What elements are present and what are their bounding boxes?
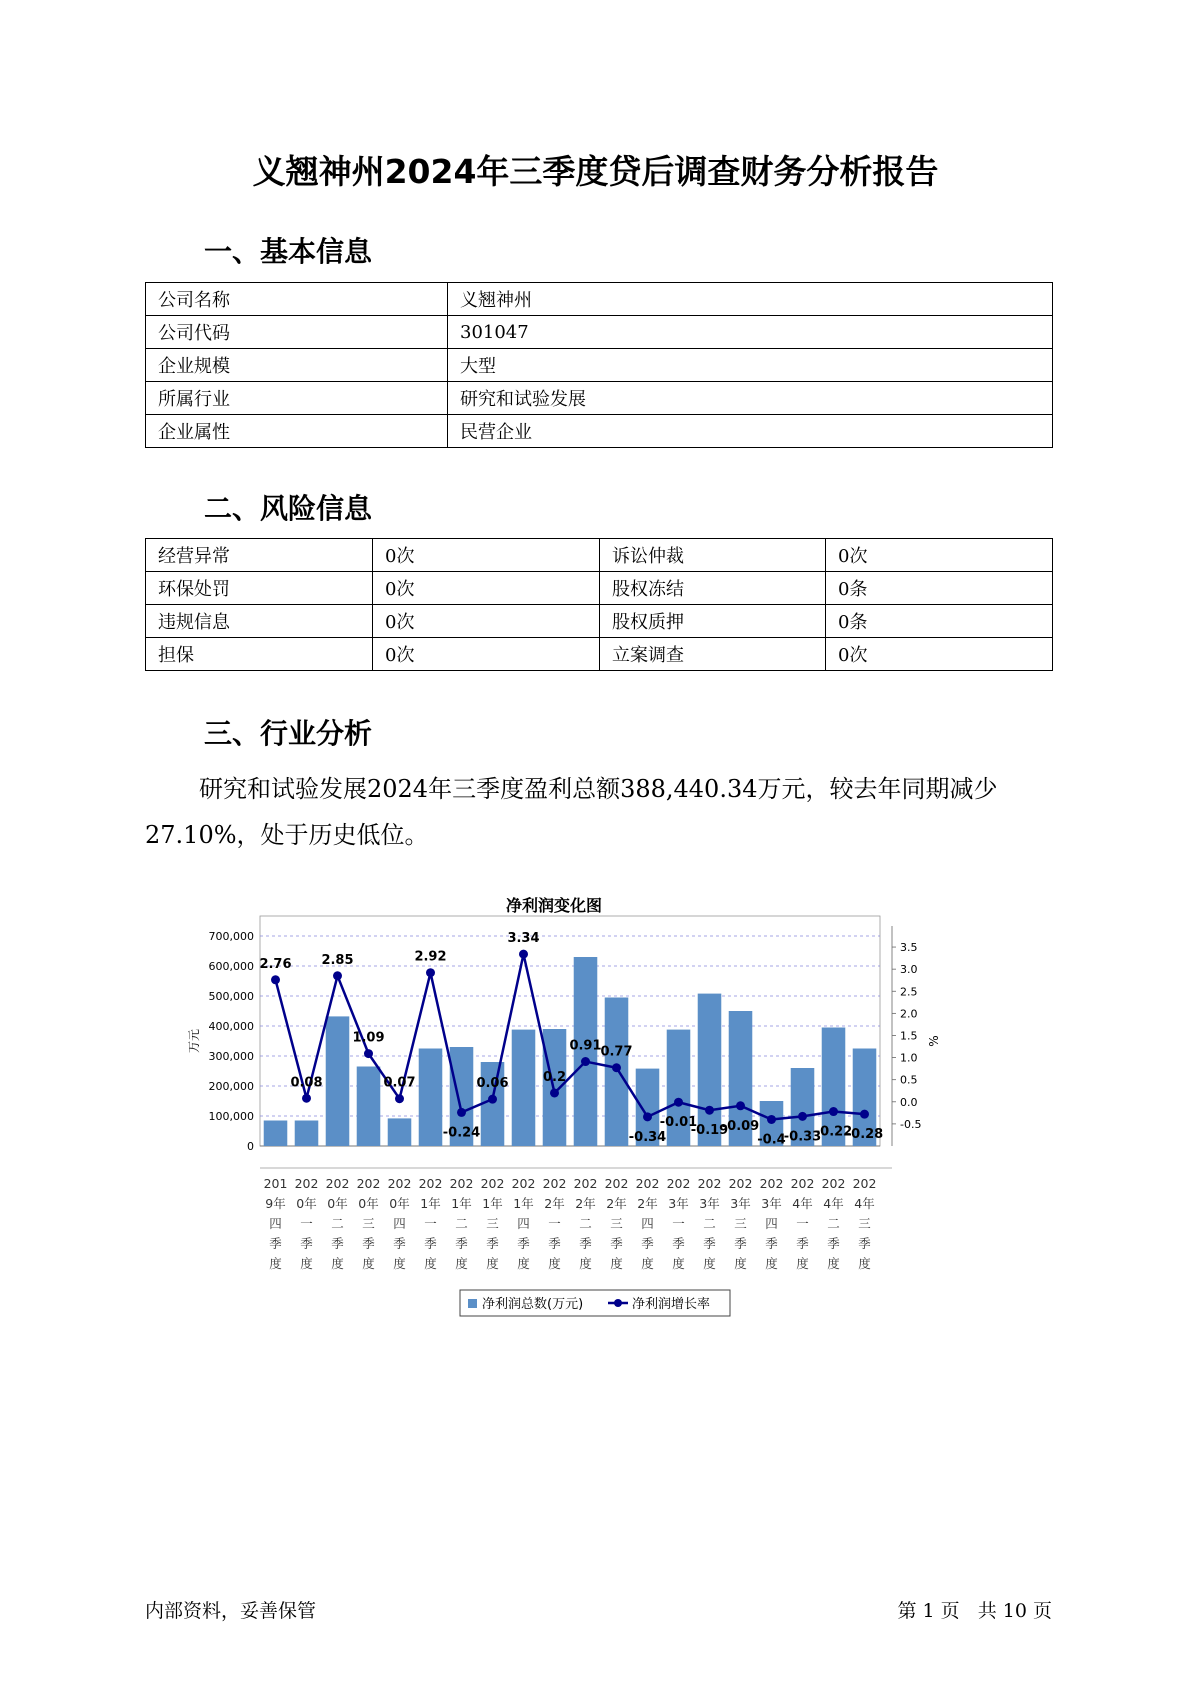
x-tick-label: 202 2年一季度 [542,1176,567,1271]
x-tick-label: 202 3年二季度 [697,1176,722,1271]
x-tick-label: 202 3年四季度 [759,1176,784,1271]
y-right-tick-label: 1.0 [900,1051,918,1065]
y-right-tick-label: 2.0 [900,1007,918,1021]
growth-rate-point [643,1112,652,1121]
growth-rate-point [302,1094,311,1103]
x-tick-label: 202 0年三季度 [356,1176,381,1271]
legend-bar-label: 净利润总数(万元) [482,1297,584,1312]
y-left-tick-label: 200,000 [208,1080,254,1093]
risk-label: 立案调查 [600,638,826,671]
growth-rate-point [798,1112,807,1121]
risk-label: 经营异常 [146,539,373,572]
basic-info-label: 企业规模 [146,349,448,382]
risk-value: 0次 [373,605,600,638]
legend-bar-swatch [468,1299,477,1308]
growth-rate-data-label: -0.4 [757,1132,786,1148]
risk-label: 违规信息 [146,605,373,638]
basic-info-value: 义翘神州 [448,283,1053,316]
growth-rate-point [612,1063,621,1072]
bar [357,1067,381,1147]
risk-value: 0次 [373,539,600,572]
basic-info-row [146,382,1053,415]
growth-rate-point [860,1110,869,1119]
y-right-tick-label: 0.0 [900,1095,918,1109]
basic-info-row [146,349,1053,382]
bar [326,1016,350,1146]
basic-info-label: 所属行业 [146,382,448,415]
risk-label: 股权冻结 [600,572,826,605]
growth-rate-data-label: 0.2 [542,1069,567,1085]
chart-title: 净利润变化图 [505,896,603,915]
x-tick-label: 202 4年一季度 [790,1176,815,1271]
x-tick-label: 202 1年一季度 [418,1176,443,1271]
y-left-tick-label: 300,000 [208,1050,254,1063]
growth-rate-point [457,1108,466,1117]
growth-rate-data-label: 2.92 [414,949,447,965]
risk-info-row [146,572,1053,605]
section-heading-risk-info: 二、风险信息 [204,492,373,525]
risk-value: 0次 [373,638,600,671]
risk-info-row [146,539,1053,572]
report-title: 义翘神州2024年三季度贷后调查财务分析报告 [252,152,939,191]
growth-rate-data-label: 1.09 [352,1030,385,1046]
industry-analysis-paragraph: 研究和试验发展2024年三季度盈利总额388,440.34万元，较去年同期减少27.10%，处于历史低位。 [145,775,998,849]
bar [419,1049,443,1147]
growth-rate-point [736,1101,745,1110]
growth-rate-data-label: -0.22 [814,1124,853,1140]
growth-rate-data-label: 0.08 [290,1075,323,1091]
y-right-tick-label: -0.5 [900,1117,922,1131]
growth-rate-data-label: 0.06 [476,1076,509,1092]
y-right-tick-label: 0.5 [900,1073,918,1087]
x-tick-label: 201 9年四季度 [263,1176,288,1271]
x-tick-label: 202 4年二季度 [821,1176,846,1271]
x-tick-label: 202 3年一季度 [666,1176,691,1271]
x-tick-label: 202 0年一季度 [294,1176,319,1271]
legend-line-label: 净利润增长率 [632,1297,711,1312]
risk-value: 0条 [826,572,1053,605]
growth-rate-data-label: 3.34 [507,931,540,947]
risk-value: 0条 [826,605,1053,638]
growth-rate-data-label: 0.07 [383,1075,416,1091]
growth-rate-point [581,1057,590,1066]
basic-info-table [145,282,1053,448]
basic-info-value: 研究和试验发展 [448,382,1053,415]
basic-info-row [146,316,1053,349]
growth-rate-point [829,1107,838,1116]
risk-info-row [146,605,1053,638]
x-tick-label: 202 1年三季度 [480,1176,505,1271]
bar [295,1121,319,1147]
risk-value: 0次 [826,638,1053,671]
growth-rate-point [364,1049,373,1058]
growth-rate-point [488,1095,497,1104]
growth-rate-data-label: -0.01 [659,1115,698,1131]
section-heading-industry-analysis: 三、行业分析 [204,717,373,750]
growth-rate-data-label: -0.19 [690,1123,729,1139]
risk-label: 股权质押 [600,605,826,638]
risk-label: 担保 [146,638,373,671]
growth-rate-point [426,968,435,977]
growth-rate-data-label: -0.33 [783,1129,822,1145]
y-right-tick-label: 1.5 [900,1029,918,1043]
growth-rate-data-label: 2.76 [259,956,292,972]
bar [388,1118,412,1146]
growth-rate-point [519,950,528,959]
y-left-tick-label: 700,000 [208,930,254,943]
legend-line-marker [614,1299,622,1307]
growth-rate-point [395,1094,404,1103]
bar [264,1121,288,1147]
net-profit-chart [180,886,980,1336]
footer-page-number: 第 1 页 共 10 页 [897,1600,1052,1622]
growth-rate-point [550,1088,559,1097]
risk-info-row [146,638,1053,671]
basic-info-row [146,283,1053,316]
y-left-tick-label: 0 [247,1140,254,1153]
risk-value: 0次 [373,572,600,605]
growth-rate-point [705,1106,714,1115]
risk-info-table [145,538,1053,671]
risk-label: 诉讼仲裁 [600,539,826,572]
growth-rate-point [333,971,342,980]
x-tick-label: 202 1年四季度 [511,1176,536,1271]
growth-rate-data-label: -0.24 [442,1125,481,1141]
x-tick-label: 202 2年三季度 [604,1176,629,1271]
y-left-tick-label: 600,000 [208,960,254,973]
x-tick-label: 202 2年四季度 [635,1176,660,1271]
basic-info-value: 民营企业 [448,415,1053,448]
y-left-tick-label: 500,000 [208,990,254,1003]
section-heading-basic-info: 一、基本信息 [204,235,373,268]
risk-label: 环保处罚 [146,572,373,605]
x-tick-label: 202 1年二季度 [449,1176,474,1271]
growth-rate-data-label: 0.77 [600,1044,633,1060]
basic-info-label: 公司代码 [146,316,448,349]
growth-rate-data-label: -0.34 [628,1129,667,1145]
y-left-tick-label: 100,000 [208,1110,254,1123]
growth-rate-point [767,1115,776,1124]
risk-value: 0次 [826,539,1053,572]
y-right-tick-label: 3.0 [900,963,918,977]
growth-rate-data-label: 2.85 [321,952,354,968]
growth-rate-point [271,975,280,984]
y-left-tick-label: 400,000 [208,1020,254,1033]
growth-rate-data-label: 0.91 [569,1038,602,1054]
bar [512,1030,536,1146]
x-tick-label: 202 3年三季度 [728,1176,753,1271]
y-right-axis-label: % [927,1035,941,1047]
y-left-axis-label: 万元 [187,1028,201,1054]
basic-info-value: 大型 [448,349,1053,382]
footer-confidential: 内部资料，妥善保管 [145,1600,317,1622]
growth-rate-data-label: -0.28 [845,1127,884,1143]
y-right-tick-label: 3.5 [900,941,918,955]
basic-info-value: 301047 [448,316,1053,349]
x-tick-label: 202 2年二季度 [573,1176,598,1271]
basic-info-row [146,415,1053,448]
x-tick-label: 202 4年三季度 [852,1176,877,1271]
basic-info-label: 企业属性 [146,415,448,448]
growth-rate-point [674,1098,683,1107]
x-tick-label: 202 0年四季度 [387,1176,412,1271]
y-right-tick-label: 2.5 [900,985,918,999]
growth-rate-data-label: -0.09 [721,1118,760,1134]
basic-info-label: 公司名称 [146,283,448,316]
x-tick-label: 202 0年二季度 [325,1176,350,1271]
